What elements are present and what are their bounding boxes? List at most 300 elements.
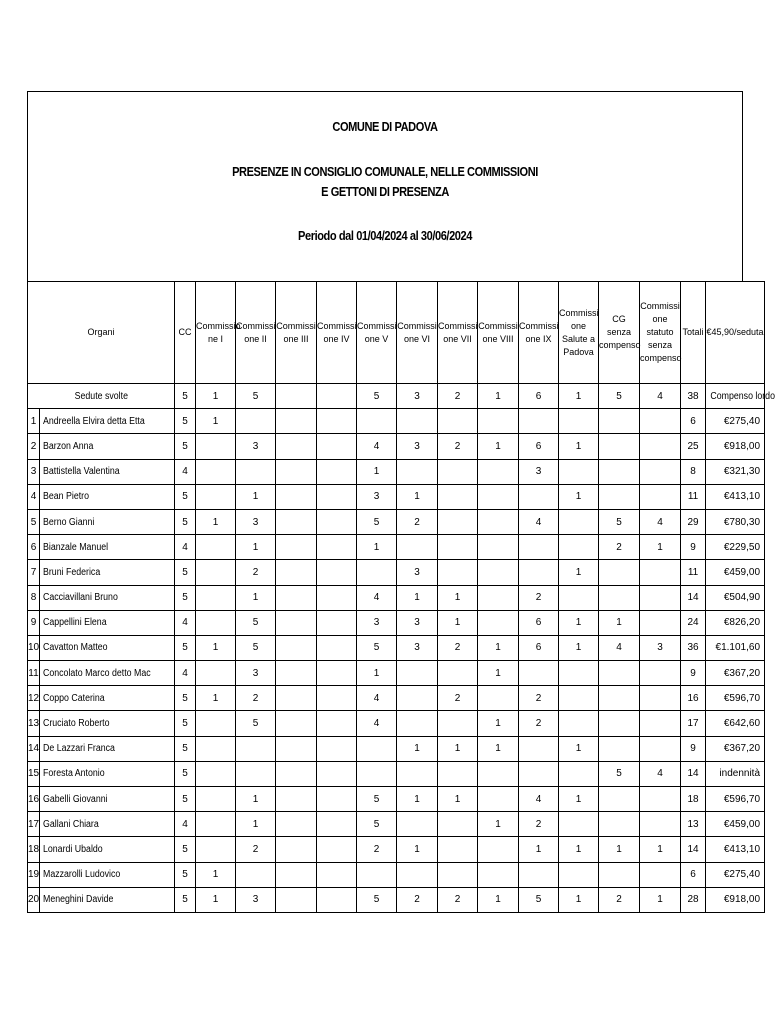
cell-totali: 18 xyxy=(681,787,706,812)
cell-cc: 5 xyxy=(175,434,196,459)
cell-c6 xyxy=(397,711,438,736)
cell-c8 xyxy=(478,862,519,887)
table-row xyxy=(28,862,765,887)
cell-compenso: indennità xyxy=(706,761,765,786)
cell-c1: 1 xyxy=(196,887,236,912)
table-row xyxy=(28,560,765,585)
cell-c2: 3 xyxy=(236,661,276,686)
cell-c1 xyxy=(196,459,236,484)
cell-c4 xyxy=(317,409,357,434)
cell-c9: 2 xyxy=(519,585,559,610)
cell-c3 xyxy=(276,787,317,812)
cell-cg xyxy=(599,661,640,686)
cell-c5: 1 xyxy=(357,535,397,560)
cell-c6: 2 xyxy=(397,509,438,534)
cell-compenso: €413,10 xyxy=(706,484,765,509)
cell-c6: 3 xyxy=(397,560,438,585)
table-row xyxy=(28,887,765,912)
cell-statuto: 3 xyxy=(640,635,681,660)
cell-c3 xyxy=(276,862,317,887)
cell-c8: 1 xyxy=(478,711,519,736)
sedute-salute: 1 xyxy=(559,384,599,409)
cell-c2: 1 xyxy=(236,787,276,812)
cell-c9: 4 xyxy=(519,787,559,812)
table-row xyxy=(28,585,765,610)
cell-c9: 4 xyxy=(519,509,559,534)
councillor-name: Barzon Anna xyxy=(40,434,175,459)
row-number: 19 xyxy=(28,862,40,887)
cell-c6 xyxy=(397,409,438,434)
row-number: 2 xyxy=(28,434,40,459)
cell-c8 xyxy=(478,610,519,635)
cell-cc: 4 xyxy=(175,535,196,560)
cell-cc: 5 xyxy=(175,635,196,660)
column-header-row xyxy=(28,282,765,384)
col-commissione-statuto: Commissi one statuto senza compenso xyxy=(640,282,681,384)
cell-cc: 5 xyxy=(175,837,196,862)
cell-compenso: €321,30 xyxy=(706,459,765,484)
councillor-name: Battistella Valentina xyxy=(40,459,175,484)
cell-c6: 3 xyxy=(397,610,438,635)
councillor-name: Cappellini Elena xyxy=(40,610,175,635)
table-row xyxy=(28,484,765,509)
cell-c1: 1 xyxy=(196,635,236,660)
cell-cc: 4 xyxy=(175,661,196,686)
cell-salute xyxy=(559,409,599,434)
cell-statuto xyxy=(640,409,681,434)
cell-c4 xyxy=(317,661,357,686)
row-number: 11 xyxy=(28,661,40,686)
cell-cc: 4 xyxy=(175,812,196,837)
cell-salute: 1 xyxy=(559,635,599,660)
cell-c1: 1 xyxy=(196,862,236,887)
cell-c8: 1 xyxy=(478,736,519,761)
cell-cc: 5 xyxy=(175,787,196,812)
cell-c9: 6 xyxy=(519,610,559,635)
cell-c6 xyxy=(397,761,438,786)
councillor-name: Bean Pietro xyxy=(40,484,175,509)
councillor-name: Cacciavillani Bruno xyxy=(40,585,175,610)
cell-totali: 14 xyxy=(681,585,706,610)
cell-c5: 4 xyxy=(357,434,397,459)
cell-c4 xyxy=(317,837,357,862)
cell-c8 xyxy=(478,787,519,812)
cell-c3 xyxy=(276,887,317,912)
sedute-c4 xyxy=(317,384,357,409)
cell-c3 xyxy=(276,409,317,434)
cell-c6: 1 xyxy=(397,787,438,812)
cell-c4 xyxy=(317,887,357,912)
document-subtitle xyxy=(82,162,689,202)
sedute-totali: 38 xyxy=(681,384,706,409)
cell-c4 xyxy=(317,635,357,660)
cell-c1 xyxy=(196,736,236,761)
cell-statuto: 4 xyxy=(640,509,681,534)
col-totali: Totali xyxy=(681,282,706,384)
cell-compenso: €504,90 xyxy=(706,585,765,610)
cell-c7 xyxy=(438,812,478,837)
councillor-name: Foresta Antonio xyxy=(40,761,175,786)
cell-c3 xyxy=(276,635,317,660)
cell-c2 xyxy=(236,459,276,484)
cell-c7 xyxy=(438,837,478,862)
cell-c7 xyxy=(438,560,478,585)
cell-c6 xyxy=(397,812,438,837)
sedute-c1: 1 xyxy=(196,384,236,409)
sedute-label: Sedute svolte xyxy=(28,384,175,409)
cell-totali: 9 xyxy=(681,661,706,686)
cell-compenso: €780,30 xyxy=(706,509,765,534)
cell-totali: 14 xyxy=(681,761,706,786)
cell-c3 xyxy=(276,837,317,862)
cell-c7: 2 xyxy=(438,635,478,660)
cell-c5: 1 xyxy=(357,459,397,484)
cell-c4 xyxy=(317,686,357,711)
cell-c2: 3 xyxy=(236,887,276,912)
cell-cg xyxy=(599,434,640,459)
cell-c7 xyxy=(438,535,478,560)
cell-salute: 1 xyxy=(559,887,599,912)
cell-cc: 4 xyxy=(175,459,196,484)
cell-cc: 5 xyxy=(175,409,196,434)
cell-c1 xyxy=(196,837,236,862)
cell-c3 xyxy=(276,736,317,761)
row-number: 13 xyxy=(28,711,40,736)
cell-c2: 2 xyxy=(236,837,276,862)
cell-cg xyxy=(599,862,640,887)
cell-compenso: €826,20 xyxy=(706,610,765,635)
cell-statuto xyxy=(640,862,681,887)
cell-c2: 1 xyxy=(236,585,276,610)
table-row xyxy=(28,434,765,459)
councillor-name: Coppo Caterina xyxy=(40,686,175,711)
col-commissione-9: Commissi one IX xyxy=(519,282,559,384)
councillor-name: Mazzarolli Ludovico xyxy=(40,862,175,887)
cell-c6: 1 xyxy=(397,484,438,509)
col-commissione-salute: Commissi one Salute a Padova xyxy=(559,282,599,384)
sedute-c9: 6 xyxy=(519,384,559,409)
col-commissione-5: Commissi one V xyxy=(357,282,397,384)
row-number: 20 xyxy=(28,887,40,912)
cell-c1 xyxy=(196,560,236,585)
sedute-cg: 5 xyxy=(599,384,640,409)
cell-salute: 1 xyxy=(559,837,599,862)
cell-statuto: 4 xyxy=(640,761,681,786)
cell-c6: 1 xyxy=(397,837,438,862)
table-row xyxy=(28,812,765,837)
cell-c1 xyxy=(196,661,236,686)
cell-cg: 5 xyxy=(599,761,640,786)
row-number: 1 xyxy=(28,409,40,434)
cell-c6: 1 xyxy=(397,585,438,610)
cell-totali: 25 xyxy=(681,434,706,459)
cell-c9 xyxy=(519,761,559,786)
cell-c2: 5 xyxy=(236,610,276,635)
councillor-name: Bianzale Manuel xyxy=(40,535,175,560)
col-commissione-2: Commissi one II xyxy=(236,282,276,384)
cell-totali: 9 xyxy=(681,736,706,761)
cell-c6: 2 xyxy=(397,887,438,912)
cell-compenso: €413,10 xyxy=(706,837,765,862)
cell-cg: 4 xyxy=(599,635,640,660)
councillor-name: Andreella Elvira detta Etta xyxy=(40,409,175,434)
row-number: 16 xyxy=(28,787,40,812)
cell-c9: 6 xyxy=(519,635,559,660)
col-compenso: €45,90/seduta xyxy=(706,282,765,384)
cell-c3 xyxy=(276,509,317,534)
councillor-name: Gallani Chiara xyxy=(40,812,175,837)
cell-c8: 1 xyxy=(478,812,519,837)
cell-salute: 1 xyxy=(559,736,599,761)
cell-cg xyxy=(599,711,640,736)
cell-c2 xyxy=(236,409,276,434)
cell-c5: 3 xyxy=(357,484,397,509)
cell-compenso: €367,20 xyxy=(706,736,765,761)
cell-c9 xyxy=(519,560,559,585)
col-commissione-3: Commissi one III xyxy=(276,282,317,384)
cell-compenso: €596,70 xyxy=(706,686,765,711)
cell-c1: 1 xyxy=(196,409,236,434)
cell-c1 xyxy=(196,812,236,837)
table-row xyxy=(28,787,765,812)
cell-cg xyxy=(599,787,640,812)
cell-c4 xyxy=(317,484,357,509)
cell-cc: 5 xyxy=(175,862,196,887)
table-row xyxy=(28,635,765,660)
cell-statuto xyxy=(640,484,681,509)
cell-statuto xyxy=(640,560,681,585)
cell-c9: 3 xyxy=(519,459,559,484)
cell-c7 xyxy=(438,459,478,484)
col-cc: CC xyxy=(175,282,196,384)
cell-c5: 5 xyxy=(357,509,397,534)
cell-salute xyxy=(559,535,599,560)
cell-compenso: €275,40 xyxy=(706,862,765,887)
cell-compenso: €642,60 xyxy=(706,711,765,736)
cell-c3 xyxy=(276,686,317,711)
cell-c8: 1 xyxy=(478,635,519,660)
cell-c3 xyxy=(276,711,317,736)
cell-c6 xyxy=(397,862,438,887)
cell-c8 xyxy=(478,585,519,610)
cell-salute xyxy=(559,585,599,610)
cell-c9 xyxy=(519,409,559,434)
cell-cc: 5 xyxy=(175,761,196,786)
cell-totali: 11 xyxy=(681,484,706,509)
cell-c6 xyxy=(397,459,438,484)
cell-c2: 2 xyxy=(236,560,276,585)
cell-c8 xyxy=(478,484,519,509)
sedute-c8: 1 xyxy=(478,384,519,409)
cell-salute xyxy=(559,711,599,736)
cell-c1 xyxy=(196,711,236,736)
row-number: 4 xyxy=(28,484,40,509)
cell-c1: 1 xyxy=(196,509,236,534)
cell-c1 xyxy=(196,585,236,610)
cell-c3 xyxy=(276,484,317,509)
councillor-name: Berno Gianni xyxy=(40,509,175,534)
cell-c9 xyxy=(519,661,559,686)
cell-c9: 1 xyxy=(519,837,559,862)
cell-c8 xyxy=(478,459,519,484)
cell-c7 xyxy=(438,862,478,887)
cell-c7: 2 xyxy=(438,887,478,912)
cell-salute xyxy=(559,812,599,837)
cell-c9 xyxy=(519,535,559,560)
col-commissione-1: Commissio ne I xyxy=(196,282,236,384)
cell-c1 xyxy=(196,610,236,635)
cell-c3 xyxy=(276,585,317,610)
cell-salute: 1 xyxy=(559,484,599,509)
cell-c2: 1 xyxy=(236,535,276,560)
row-number: 18 xyxy=(28,837,40,862)
cell-cg: 5 xyxy=(599,509,640,534)
cell-totali: 14 xyxy=(681,837,706,862)
cell-c1 xyxy=(196,787,236,812)
sedute-compenso: Compenso lordo xyxy=(706,384,765,409)
cell-c1 xyxy=(196,761,236,786)
cell-cg xyxy=(599,686,640,711)
table-row xyxy=(28,686,765,711)
cell-statuto xyxy=(640,812,681,837)
cell-c4 xyxy=(317,736,357,761)
cell-totali: 6 xyxy=(681,409,706,434)
cell-c5 xyxy=(357,761,397,786)
cell-c5 xyxy=(357,736,397,761)
cell-totali: 16 xyxy=(681,686,706,711)
cell-c5: 4 xyxy=(357,686,397,711)
cell-c7 xyxy=(438,711,478,736)
cell-c5: 3 xyxy=(357,610,397,635)
period-label: Periodo dal 01/04/2024 al 30/06/2024 xyxy=(298,228,472,243)
cell-statuto xyxy=(640,610,681,635)
cell-c8 xyxy=(478,837,519,862)
councillor-name: Concolato Marco detto Mac xyxy=(40,661,175,686)
cell-c5: 1 xyxy=(357,661,397,686)
cell-c3 xyxy=(276,459,317,484)
table-row xyxy=(28,837,765,862)
cell-c5 xyxy=(357,862,397,887)
cell-c8 xyxy=(478,560,519,585)
col-commissione-7: Commissi one VII xyxy=(438,282,478,384)
cell-c9 xyxy=(519,862,559,887)
cell-c7: 2 xyxy=(438,434,478,459)
cell-statuto xyxy=(640,434,681,459)
cell-c8: 1 xyxy=(478,434,519,459)
cell-cc: 5 xyxy=(175,509,196,534)
cell-c3 xyxy=(276,761,317,786)
cell-salute xyxy=(559,862,599,887)
cell-c1 xyxy=(196,535,236,560)
row-number: 6 xyxy=(28,535,40,560)
cell-compenso: €1.101,60 xyxy=(706,635,765,660)
cell-cc: 5 xyxy=(175,736,196,761)
cell-c8 xyxy=(478,509,519,534)
cell-c8: 1 xyxy=(478,661,519,686)
cell-cg xyxy=(599,484,640,509)
col-cg-senza-compenso: CG senza compenso xyxy=(599,282,640,384)
cell-cc: 4 xyxy=(175,610,196,635)
cell-cc: 5 xyxy=(175,711,196,736)
sedute-cc: 5 xyxy=(175,384,196,409)
cell-compenso: €367,20 xyxy=(706,661,765,686)
cell-compenso: €918,00 xyxy=(706,434,765,459)
cell-statuto xyxy=(640,787,681,812)
cell-c3 xyxy=(276,610,317,635)
sedute-c3 xyxy=(276,384,317,409)
cell-cg: 2 xyxy=(599,887,640,912)
cell-c5 xyxy=(357,409,397,434)
cell-totali: 29 xyxy=(681,509,706,534)
councillor-name: Bruni Federica xyxy=(40,560,175,585)
row-number: 8 xyxy=(28,585,40,610)
cell-statuto xyxy=(640,661,681,686)
cell-c1 xyxy=(196,434,236,459)
table-row xyxy=(28,459,765,484)
cell-c4 xyxy=(317,585,357,610)
cell-c8 xyxy=(478,535,519,560)
cell-c4 xyxy=(317,509,357,534)
cell-cg xyxy=(599,585,640,610)
cell-cc: 5 xyxy=(175,686,196,711)
cell-c2: 3 xyxy=(236,434,276,459)
cell-c4 xyxy=(317,434,357,459)
cell-cc: 5 xyxy=(175,585,196,610)
table-row xyxy=(28,535,765,560)
col-organi: Organi xyxy=(28,282,175,384)
cell-c6 xyxy=(397,686,438,711)
cell-c9: 5 xyxy=(519,887,559,912)
row-number: 7 xyxy=(28,560,40,585)
cell-c8 xyxy=(478,686,519,711)
subtitle-line-2: E GETTONI DI PRESENZA xyxy=(321,184,449,199)
cell-salute xyxy=(559,509,599,534)
table-row xyxy=(28,736,765,761)
cell-totali: 8 xyxy=(681,459,706,484)
cell-c2: 2 xyxy=(236,686,276,711)
cell-c7: 1 xyxy=(438,736,478,761)
row-number: 9 xyxy=(28,610,40,635)
cell-c6: 3 xyxy=(397,635,438,660)
councillor-name: Gabelli Giovanni xyxy=(40,787,175,812)
attendance-table xyxy=(27,281,775,913)
cell-c4 xyxy=(317,761,357,786)
cell-c4 xyxy=(317,560,357,585)
cell-salute xyxy=(559,686,599,711)
row-number: 14 xyxy=(28,736,40,761)
cell-salute: 1 xyxy=(559,560,599,585)
cell-totali: 36 xyxy=(681,635,706,660)
document-header xyxy=(27,91,743,281)
cell-statuto xyxy=(640,585,681,610)
sedute-c6: 3 xyxy=(397,384,438,409)
table-row xyxy=(28,409,765,434)
cell-c9 xyxy=(519,484,559,509)
cell-c6 xyxy=(397,661,438,686)
cell-c3 xyxy=(276,560,317,585)
cell-c5: 2 xyxy=(357,837,397,862)
cell-c9: 2 xyxy=(519,686,559,711)
cell-cg xyxy=(599,736,640,761)
cell-c7 xyxy=(438,509,478,534)
sedute-c7: 2 xyxy=(438,384,478,409)
cell-c7: 1 xyxy=(438,787,478,812)
cell-c2: 3 xyxy=(236,509,276,534)
cell-compenso: €229,50 xyxy=(706,535,765,560)
table-row xyxy=(28,761,765,786)
cell-statuto xyxy=(640,736,681,761)
cell-salute: 1 xyxy=(559,610,599,635)
